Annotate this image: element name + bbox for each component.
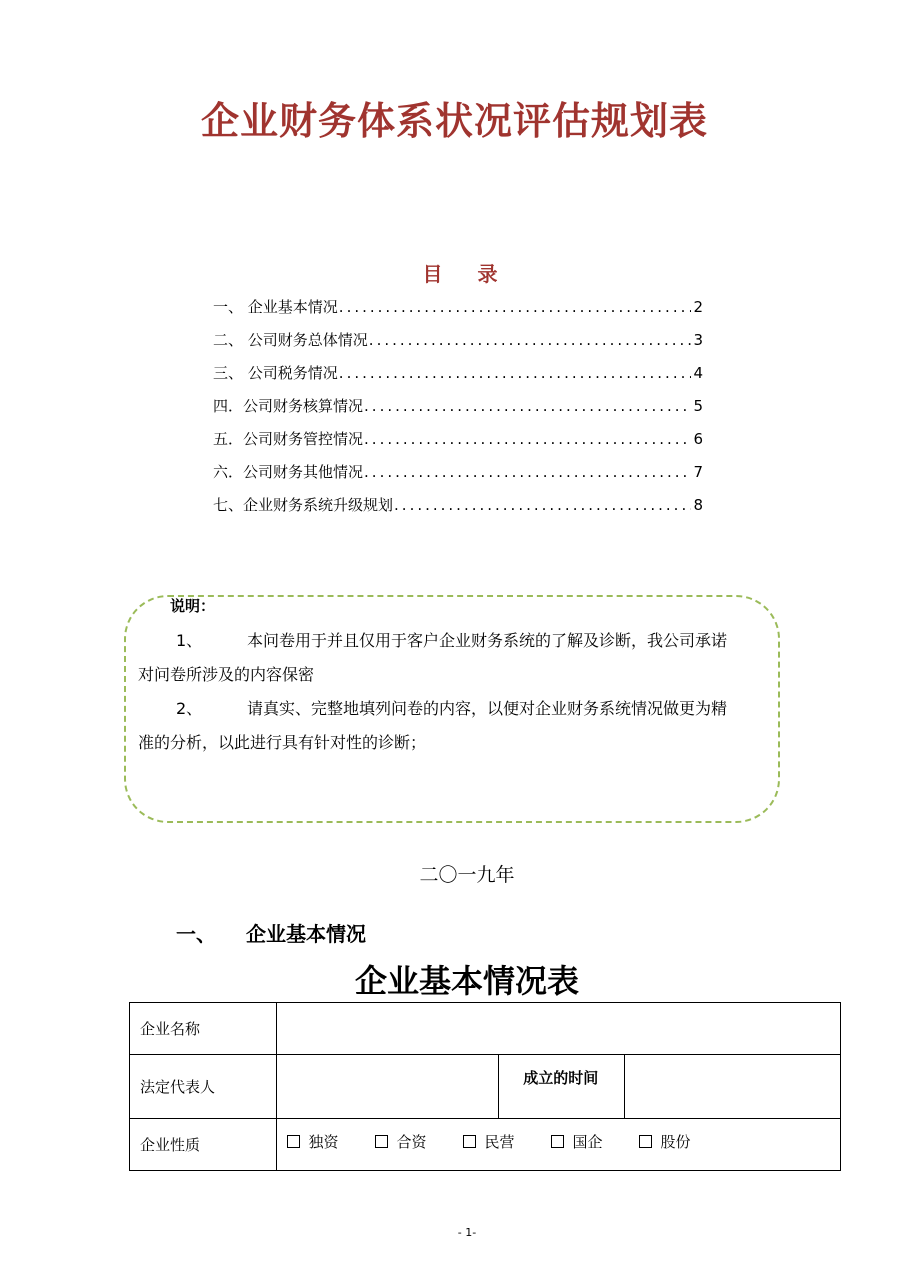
toc-heading: 目 录: [422, 262, 512, 286]
table-row: [130, 1119, 841, 1171]
section-number: 一、: [176, 922, 216, 946]
table-row: [130, 1055, 841, 1119]
toc-leader-dots: [339, 364, 691, 382]
nature-option-checkbox[interactable]: [463, 1131, 551, 1152]
section-heading: [176, 918, 366, 947]
toc-item-number: 七、: [213, 496, 244, 514]
checkbox-icon: [463, 1135, 476, 1148]
toc-item-number: 四．: [213, 397, 244, 415]
established-label: 成立的时间: [499, 1055, 625, 1119]
checkbox-icon: [287, 1135, 300, 1148]
toc-item-label: 公司财务管控情况: [243, 430, 364, 448]
legal-rep-field[interactable]: [277, 1055, 499, 1119]
toc-item-number: 五．: [213, 430, 244, 448]
toc-item-label: 公司财务核算情况: [243, 397, 364, 415]
page-number: - 1-: [457, 1226, 477, 1239]
nature-option-label: 合资: [396, 1133, 427, 1151]
nature-option-checkbox[interactable]: [375, 1131, 463, 1152]
section-title: 企业基本情况: [246, 922, 366, 946]
established-field[interactable]: [625, 1055, 841, 1119]
nature-label: 企业性质: [130, 1119, 277, 1171]
company-name-field[interactable]: [277, 1003, 841, 1055]
toc-item-label: 公司税务情况: [247, 364, 338, 382]
nature-option-label: 国企: [572, 1133, 603, 1151]
toc-item-page: 2: [693, 298, 703, 316]
toc-item-page: 7: [693, 463, 703, 481]
toc-item[interactable]: [213, 461, 703, 494]
table-of-contents: [213, 296, 703, 527]
toc-leader-dots: [369, 331, 691, 349]
toc-leader-dots: [339, 298, 691, 316]
nature-options-cell: [277, 1119, 841, 1171]
toc-item[interactable]: [213, 428, 703, 461]
note-heading: 说明：: [170, 597, 216, 615]
note-item-1-number: 1、: [176, 631, 203, 650]
note-item-2-number: 2、: [176, 699, 203, 718]
toc-item-label: 公司财务总体情况: [247, 331, 368, 349]
toc-leader-dots: [364, 463, 691, 481]
toc-item-label: 企业基本情况: [247, 298, 338, 316]
toc-item-number: 一、: [213, 298, 248, 316]
toc-item-page: 8: [693, 496, 703, 514]
legal-rep-label: 法定代表人: [130, 1055, 277, 1119]
toc-item[interactable]: [213, 329, 703, 362]
toc-item-number: 三、: [213, 364, 248, 382]
company-info-table: [129, 1002, 841, 1171]
nature-option-label: 民营: [484, 1133, 515, 1151]
note-item-2-line-1: 请真实、完整地填列问卷的内容，以便对企业财务系统情况做更为精: [247, 699, 728, 718]
table-title: 企业基本情况表: [354, 962, 579, 1000]
checkbox-icon: [639, 1135, 652, 1148]
document-title: 企业财务体系状况评估规划表: [200, 99, 708, 143]
toc-leader-dots: [364, 397, 691, 415]
table-row: [130, 1003, 841, 1055]
year-label: 二〇一九年: [419, 864, 515, 886]
toc-item[interactable]: [213, 296, 703, 329]
company-name-label: 企业名称: [130, 1003, 277, 1055]
toc-item-label: 公司财务其他情况: [243, 463, 364, 481]
toc-item-label: 企业财务系统升级规划: [243, 496, 394, 514]
toc-item-page: 5: [693, 397, 703, 415]
toc-item[interactable]: [213, 395, 703, 428]
toc-leader-dots: [364, 430, 691, 448]
toc-leader-dots: [394, 496, 691, 514]
nature-option-label: 独资: [308, 1133, 339, 1151]
toc-item-page: 4: [693, 364, 703, 382]
nature-option-checkbox[interactable]: [287, 1131, 375, 1152]
nature-option-label: 股份: [660, 1133, 691, 1151]
toc-item[interactable]: [213, 494, 703, 527]
checkbox-icon: [375, 1135, 388, 1148]
nature-option-checkbox[interactable]: [551, 1131, 639, 1152]
nature-option-checkbox[interactable]: [639, 1131, 727, 1152]
toc-item[interactable]: [213, 362, 703, 395]
note-item-1-line-2: 对问卷所涉及的内容保密: [138, 665, 315, 684]
toc-item-number: 六．: [213, 463, 244, 481]
toc-item-number: 二、: [213, 331, 248, 349]
note-item-2-line-2: 准的分析，以此进行具有针对性的诊断；: [138, 733, 427, 752]
toc-item-page: 6: [693, 430, 703, 448]
note-item-1-line-1: 本问卷用于并且仅用于客户企业财务系统的了解及诊断，我公司承诺: [247, 631, 728, 650]
checkbox-icon: [551, 1135, 564, 1148]
toc-item-page: 3: [693, 331, 703, 349]
